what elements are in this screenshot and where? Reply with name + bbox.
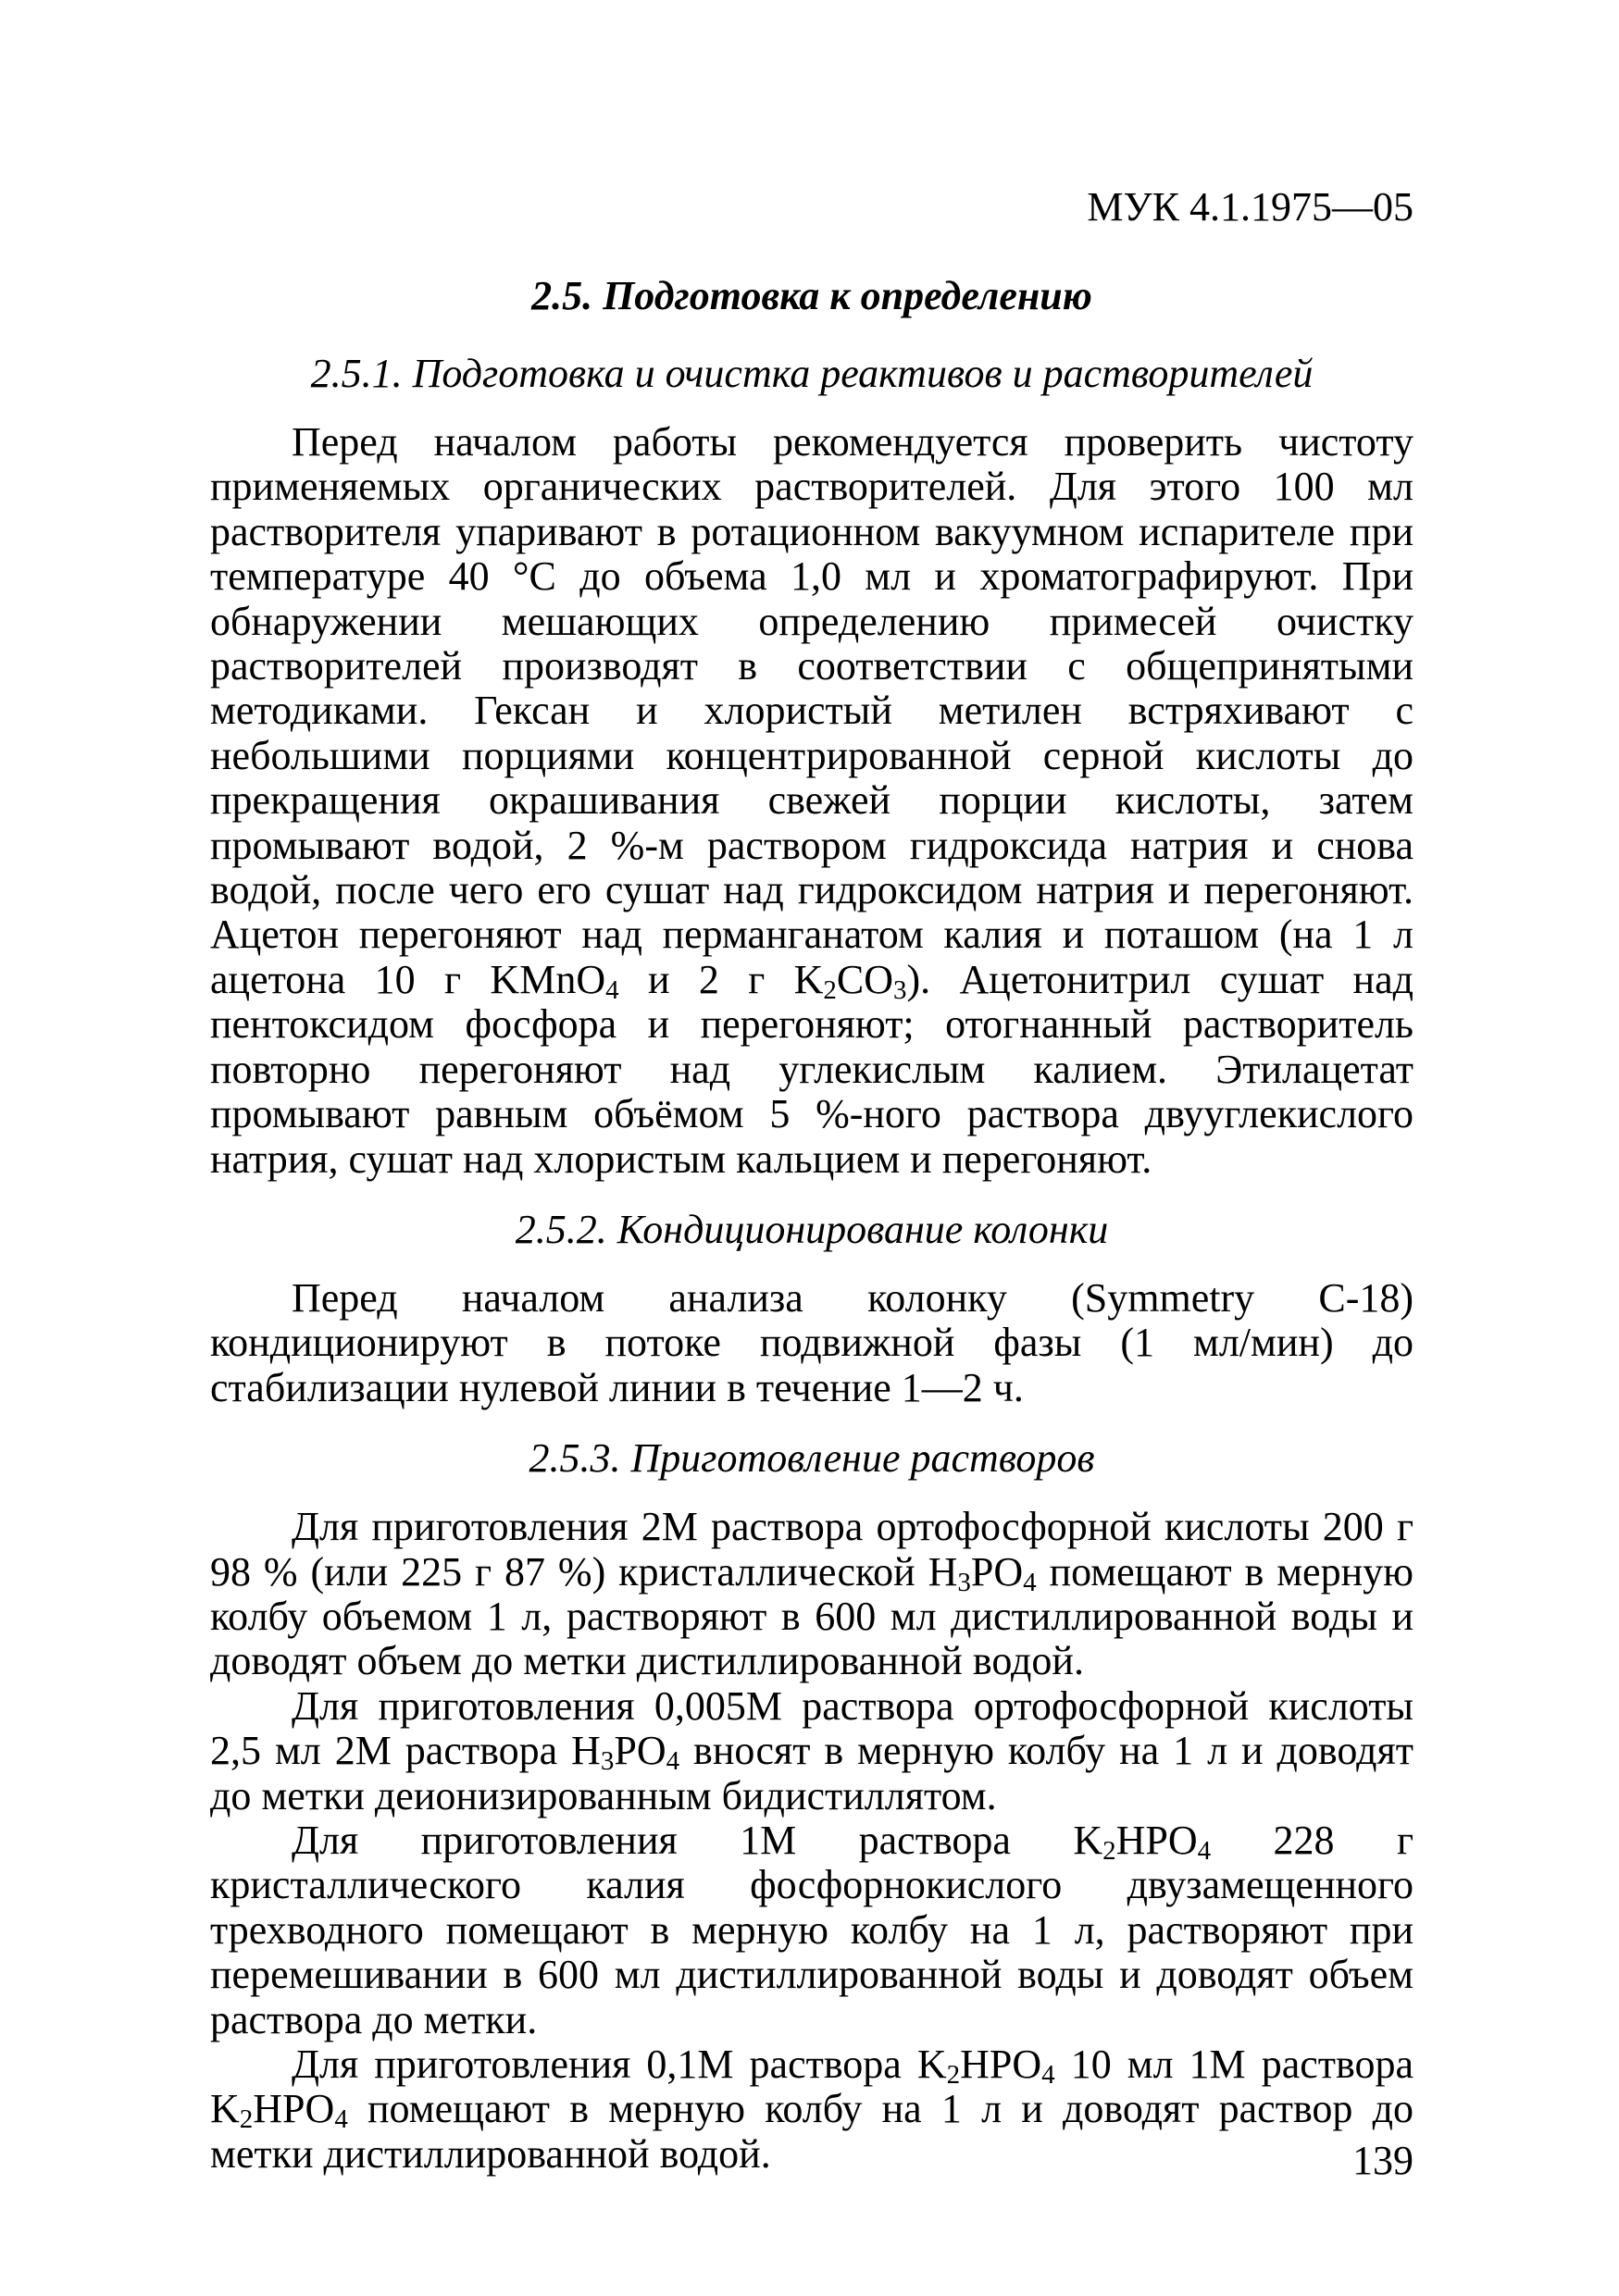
subscript: 4 [666,1746,680,1777]
text-fragment: HPO [1115,1817,1198,1863]
subscript: 3 [893,974,907,1005]
subscript: 4 [605,974,619,1005]
page-number: 139 [1352,2138,1414,2183]
subscript: 2 [1102,1835,1116,1866]
text-fragment: помещают в мерную колбу на 1 л и доводят раствор до метки дистиллированной водой. [210,2086,1414,2177]
subscript: 2 [823,974,837,1005]
paragraph-solution-2m-phosphoric [210,1505,1414,1684]
paragraph-solution-0005m-phosphoric [210,1684,1414,1818]
page-content [210,268,1414,2177]
text-fragment: и 2 г K [618,956,824,1002]
subscript: 4 [1197,1835,1212,1866]
text-fragment: ). Ацетонитрил сушат над пентоксидом фосфора и перегоняют; отогнанный растворитель повторно перегоняют над углекислым калием. Этилацетат промывают равным объёмом 5 %-ного раствора двууглекислого натрия, сушат над хлористым кальцием и перегоняют. [210,956,1414,1182]
section-title: 2.5. Подготовка к определению [531,273,1092,318]
paragraph-reagents-purification [210,420,1414,1182]
subsection-title-2-5-3: 2.5.3. Приготовление растворов [529,1435,1095,1482]
paragraph-solution-01m-k2hpo4 [210,2042,1414,2177]
subsection-title-2-5-1: 2.5.1. Подготовка и очистка реактивов и растворителей [310,351,1314,396]
subscript: 2 [239,2104,254,2135]
subscript: 4 [1041,2060,1055,2090]
text-fragment: 10 мл 1М раствора K [210,2042,1414,2132]
subscript: 3 [600,1746,615,1777]
text-fragment: помещают в мерную колбу объемом 1 л, растворяют в 600 мл дистиллированной воды и доводят объем до метки дистиллированной водой. [210,1548,1414,1684]
subsection-title-2-5-2: 2.5.2. Кондиционирование колонки [515,1206,1109,1252]
text-fragment: PO [970,1548,1024,1595]
subscript: 4 [1023,1567,1037,1597]
text-fragment: HPO [960,2042,1042,2087]
text-fragment: HPO [253,2086,335,2132]
text-fragment: вносят в мерную колбу на 1 л и доводят до метки деионизированным бидистиллятом. [210,1728,1414,1818]
subscript: 4 [334,2104,348,2135]
document-code: МУК 4.1.1975—05 [1087,184,1414,230]
subscript: 2 [946,2060,961,2090]
text-fragment: Для приготовления 2М раствора ортофосфорной кислоты 200 г 98 % (или 225 г 87 %) кристаллической H [210,1504,1414,1595]
text-fragment: Для приготовления 0,1М раствора K [292,2042,947,2087]
subscript: 3 [957,1567,971,1597]
text-fragment: Перед началом работы рекомендуется проверить чистоту применяемых органических растворителей. Для этого 100 мл растворителя упаривают в ротационном вакуумном испарителе при температуре 40 °С до объема 1,0 мл и хроматографируют. При обнаружении мешающих определению примесей очистку растворителей производят в соответствии с общепринятыми методиками. Гексан и хлористый метилен встряхивают с небольшими порциями концентрированной серной кислоты до прекращения окрашивания свежей порции кислоты, затем промывают водой, 2 %-м раствором гидроксида натрия и снова водой, после чего его сушат над гидроксидом натрия и перегоняют. Ацетон перегоняют над перманганатом калия и поташом (на 1 л ацетона 10 г KMnO [210,419,1414,1002]
paragraph-column-conditioning: Перед началом анализа колонку (Symmetry C-18) кондиционируют в потоке подвижной фазы (1 мл/мин) до стабилизации нулевой линии в течение 1—2 ч. [210,1274,1414,1410]
text-fragment: PO [614,1728,666,1774]
text-fragment: 228 г кристаллического калия фосфорнокислого двузамещенного трехводного помещают в мерную колбу на 1 л, растворяют при перемешивании в 600 мл дистиллированной воды и доводят объем раствора до метки. [210,1817,1414,2042]
text-fragment: Для приготовления 1М раствора K [292,1817,1103,1863]
text-fragment: Для приготовления 0,005М раствора ортофосфорной кислоты 2,5 мл 2М раствора H [210,1682,1414,1774]
text-fragment: CO [836,956,894,1002]
paragraph-solution-1m-k2hpo4 [210,1818,1414,2042]
